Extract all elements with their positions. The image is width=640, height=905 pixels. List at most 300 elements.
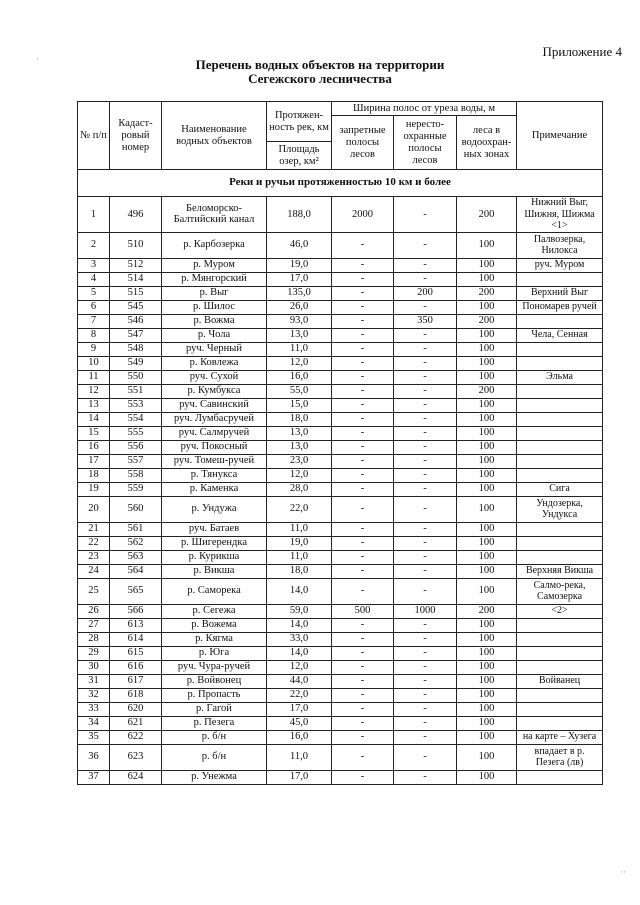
row-cadastral: 623 <box>110 744 162 770</box>
row-note <box>517 412 603 426</box>
row-forbidden: - <box>332 440 394 454</box>
row-num: 9 <box>78 342 110 356</box>
row-num: 24 <box>78 564 110 578</box>
row-length: 188,0 <box>267 197 332 233</box>
row-name: р. Чола <box>162 328 267 342</box>
row-length: 18,0 <box>267 564 332 578</box>
header-num: № п/п <box>78 102 110 170</box>
table-row <box>78 412 603 426</box>
row-cadastral: 620 <box>110 702 162 716</box>
row-length: 44,0 <box>267 674 332 688</box>
row-note <box>517 688 603 702</box>
row-forbidden: - <box>332 328 394 342</box>
table-row <box>78 197 603 233</box>
row-cadastral: 622 <box>110 730 162 744</box>
row-num: 16 <box>78 440 110 454</box>
row-protection: 100 <box>457 356 517 370</box>
row-forbidden: - <box>332 564 394 578</box>
row-length: 22,0 <box>267 496 332 522</box>
row-note <box>517 426 603 440</box>
row-forbidden: - <box>332 314 394 328</box>
row-name: р. Карбозерка <box>162 232 267 258</box>
row-protection: 100 <box>457 744 517 770</box>
row-forbidden: - <box>332 674 394 688</box>
row-spawning: - <box>394 564 457 578</box>
table-row <box>78 356 603 370</box>
row-spawning: - <box>394 578 457 604</box>
table-row <box>78 314 603 328</box>
row-note <box>517 314 603 328</box>
table-row <box>78 426 603 440</box>
row-spawning: - <box>394 688 457 702</box>
row-name: р. Сегежа <box>162 604 267 618</box>
row-length: 16,0 <box>267 730 332 744</box>
row-length: 13,0 <box>267 426 332 440</box>
row-name: руч. Батаев <box>162 522 267 536</box>
row-name: р. б/н <box>162 744 267 770</box>
table-row <box>78 632 603 646</box>
row-note <box>517 702 603 716</box>
row-spawning: - <box>394 674 457 688</box>
table-row <box>78 522 603 536</box>
table-row <box>78 384 603 398</box>
row-forbidden: - <box>332 716 394 730</box>
row-spawning: - <box>394 770 457 784</box>
row-note <box>517 272 603 286</box>
row-note <box>517 660 603 674</box>
row-protection: 100 <box>457 440 517 454</box>
row-spawning: - <box>394 550 457 564</box>
row-protection: 100 <box>457 702 517 716</box>
row-cadastral: 496 <box>110 197 162 233</box>
row-forbidden: - <box>332 688 394 702</box>
row-cadastral: 551 <box>110 384 162 398</box>
row-spawning: - <box>394 328 457 342</box>
row-note: Пономарев ручей <box>517 300 603 314</box>
row-length: 28,0 <box>267 482 332 496</box>
row-cadastral: 618 <box>110 688 162 702</box>
row-cadastral: 547 <box>110 328 162 342</box>
row-forbidden: 500 <box>332 604 394 618</box>
table-row <box>78 688 603 702</box>
row-note: Верхняя Викша <box>517 564 603 578</box>
row-protection: 200 <box>457 314 517 328</box>
row-protection: 100 <box>457 646 517 660</box>
table-row <box>78 300 603 314</box>
row-length: 26,0 <box>267 300 332 314</box>
row-length: 19,0 <box>267 258 332 272</box>
row-spawning: - <box>394 398 457 412</box>
row-name: р. Вожма <box>162 314 267 328</box>
row-name: р. Муром <box>162 258 267 272</box>
header-note: Примечание <box>517 102 603 170</box>
row-forbidden: - <box>332 286 394 300</box>
row-name: р. Мянгорский <box>162 272 267 286</box>
row-cadastral: 554 <box>110 412 162 426</box>
table-row <box>78 342 603 356</box>
row-forbidden: - <box>332 550 394 564</box>
header-forbidden: запретные полосы лесов <box>332 116 394 170</box>
row-protection: 100 <box>457 660 517 674</box>
row-note: Войванец <box>517 674 603 688</box>
header-length: Протяжен-ность рек, км <box>267 102 332 142</box>
row-forbidden: - <box>332 496 394 522</box>
table-row <box>78 272 603 286</box>
row-forbidden: - <box>332 412 394 426</box>
row-name: р. Ундужа <box>162 496 267 522</box>
row-name: р. Гагой <box>162 702 267 716</box>
row-num: 22 <box>78 536 110 550</box>
row-num: 26 <box>78 604 110 618</box>
header-cadastral: Кадаст-ровый номер <box>110 102 162 170</box>
row-protection: 200 <box>457 286 517 300</box>
row-spawning: - <box>394 496 457 522</box>
row-num: 33 <box>78 702 110 716</box>
header-name: Наименование водных объектов <box>162 102 267 170</box>
row-cadastral: 615 <box>110 646 162 660</box>
row-protection: 100 <box>457 688 517 702</box>
row-note: Эльма <box>517 370 603 384</box>
row-spawning: - <box>394 646 457 660</box>
table-row <box>78 550 603 564</box>
row-name: руч. Чура-ручей <box>162 660 267 674</box>
row-name: р. Саморека <box>162 578 267 604</box>
row-spawning: - <box>394 300 457 314</box>
row-protection: 100 <box>457 536 517 550</box>
header-area: Площадь озер, км² <box>267 142 332 170</box>
row-spawning: - <box>394 412 457 426</box>
row-spawning: - <box>394 660 457 674</box>
row-num: 19 <box>78 482 110 496</box>
table-row <box>78 328 603 342</box>
row-length: 46,0 <box>267 232 332 258</box>
row-length: 14,0 <box>267 646 332 660</box>
row-cadastral: 555 <box>110 426 162 440</box>
row-protection: 100 <box>457 426 517 440</box>
row-forbidden: - <box>332 232 394 258</box>
row-protection: 100 <box>457 412 517 426</box>
row-name: р. Пезега <box>162 716 267 730</box>
row-length: 135,0 <box>267 286 332 300</box>
appendix-label: Приложение 4 <box>542 44 622 59</box>
row-spawning: - <box>394 468 457 482</box>
row-spawning: - <box>394 730 457 744</box>
row-name: р. Курикша <box>162 550 267 564</box>
row-protection: 100 <box>457 258 517 272</box>
row-forbidden: - <box>332 770 394 784</box>
row-num: 1 <box>78 197 110 233</box>
row-num: 35 <box>78 730 110 744</box>
table-row <box>78 440 603 454</box>
row-forbidden: - <box>332 730 394 744</box>
row-cadastral: 550 <box>110 370 162 384</box>
row-spawning: - <box>394 197 457 233</box>
row-forbidden: - <box>332 744 394 770</box>
row-name: руч. Салмручей <box>162 426 267 440</box>
row-note: <2> <box>517 604 603 618</box>
row-note <box>517 550 603 564</box>
row-length: 17,0 <box>267 770 332 784</box>
row-spawning: 200 <box>394 286 457 300</box>
row-forbidden: - <box>332 384 394 398</box>
row-num: 8 <box>78 328 110 342</box>
row-spawning: - <box>394 356 457 370</box>
row-note <box>517 632 603 646</box>
table-row <box>78 564 603 578</box>
row-protection: 100 <box>457 454 517 468</box>
water-objects-table <box>77 101 603 785</box>
row-spawning: - <box>394 632 457 646</box>
row-forbidden: - <box>332 578 394 604</box>
row-note <box>517 384 603 398</box>
row-length: 15,0 <box>267 398 332 412</box>
row-length: 14,0 <box>267 618 332 632</box>
row-note: Верхний Выг <box>517 286 603 300</box>
row-num: 6 <box>78 300 110 314</box>
header-spawning: нересто-охранные полосы лесов <box>394 116 457 170</box>
row-forbidden: - <box>332 522 394 536</box>
row-length: 17,0 <box>267 702 332 716</box>
row-forbidden: - <box>332 646 394 660</box>
row-note <box>517 536 603 550</box>
row-num: 15 <box>78 426 110 440</box>
row-cadastral: 617 <box>110 674 162 688</box>
row-spawning: - <box>394 370 457 384</box>
row-cadastral: 565 <box>110 578 162 604</box>
table-row <box>78 604 603 618</box>
table-row <box>78 496 603 522</box>
row-forbidden: - <box>332 660 394 674</box>
table-row <box>78 674 603 688</box>
row-name: руч. Савинский <box>162 398 267 412</box>
row-name: р. Ковлежа <box>162 356 267 370</box>
table-row <box>78 482 603 496</box>
row-spawning: - <box>394 618 457 632</box>
row-length: 13,0 <box>267 328 332 342</box>
row-num: 4 <box>78 272 110 286</box>
row-num: 2 <box>78 232 110 258</box>
row-cadastral: 566 <box>110 604 162 618</box>
row-forbidden: - <box>332 272 394 286</box>
row-length: 33,0 <box>267 632 332 646</box>
row-spawning: - <box>394 272 457 286</box>
row-cadastral: 510 <box>110 232 162 258</box>
row-spawning: 350 <box>394 314 457 328</box>
row-spawning: - <box>394 744 457 770</box>
row-protection: 100 <box>457 770 517 784</box>
row-name: р. Юга <box>162 646 267 660</box>
row-note: Сига <box>517 482 603 496</box>
row-spawning: - <box>394 232 457 258</box>
row-spawning: - <box>394 384 457 398</box>
table-row <box>78 716 603 730</box>
row-length: 59,0 <box>267 604 332 618</box>
row-forbidden: - <box>332 426 394 440</box>
row-forbidden: - <box>332 468 394 482</box>
row-protection: 100 <box>457 730 517 744</box>
row-num: 21 <box>78 522 110 536</box>
row-cadastral: 564 <box>110 564 162 578</box>
row-length: 17,0 <box>267 272 332 286</box>
row-note <box>517 356 603 370</box>
row-cadastral: 613 <box>110 618 162 632</box>
row-name: Беломорско-Балтийский канал <box>162 197 267 233</box>
row-num: 5 <box>78 286 110 300</box>
row-spawning: - <box>394 454 457 468</box>
row-length: 45,0 <box>267 716 332 730</box>
row-note: Ундозерка, Ундукса <box>517 496 603 522</box>
row-protection: 100 <box>457 232 517 258</box>
row-protection: 100 <box>457 564 517 578</box>
row-num: 25 <box>78 578 110 604</box>
row-protection: 100 <box>457 328 517 342</box>
row-protection: 100 <box>457 342 517 356</box>
row-note <box>517 522 603 536</box>
row-name: руч. Покосный <box>162 440 267 454</box>
row-cadastral: 515 <box>110 286 162 300</box>
row-cadastral: 557 <box>110 454 162 468</box>
row-cadastral: 621 <box>110 716 162 730</box>
row-cadastral: 560 <box>110 496 162 522</box>
row-length: 11,0 <box>267 550 332 564</box>
row-protection: 100 <box>457 716 517 730</box>
row-forbidden: - <box>332 258 394 272</box>
row-forbidden: - <box>332 536 394 550</box>
row-protection: 200 <box>457 604 517 618</box>
table-row <box>78 770 603 784</box>
row-spawning: 1000 <box>394 604 457 618</box>
row-length: 11,0 <box>267 744 332 770</box>
row-protection: 100 <box>457 632 517 646</box>
row-name: р. Викша <box>162 564 267 578</box>
row-num: 3 <box>78 258 110 272</box>
row-name: р. Войвонец <box>162 674 267 688</box>
row-cadastral: 559 <box>110 482 162 496</box>
row-cadastral: 624 <box>110 770 162 784</box>
table-row <box>78 232 603 258</box>
header-width-group: Ширина полос от уреза воды, м <box>332 102 517 116</box>
row-cadastral: 548 <box>110 342 162 356</box>
table-row <box>78 660 603 674</box>
row-num: 36 <box>78 744 110 770</box>
row-protection: 100 <box>457 522 517 536</box>
row-cadastral: 553 <box>110 398 162 412</box>
row-protection: 100 <box>457 618 517 632</box>
row-note <box>517 716 603 730</box>
row-num: 11 <box>78 370 110 384</box>
row-num: 30 <box>78 660 110 674</box>
row-name: р. Кягма <box>162 632 267 646</box>
row-note <box>517 618 603 632</box>
row-num: 32 <box>78 688 110 702</box>
row-note: впадает в р. Пезега (лв) <box>517 744 603 770</box>
row-note <box>517 468 603 482</box>
row-name: р. Пропасть <box>162 688 267 702</box>
row-cadastral: 556 <box>110 440 162 454</box>
row-num: 37 <box>78 770 110 784</box>
row-name: р. Выг <box>162 286 267 300</box>
row-spawning: - <box>394 440 457 454</box>
row-name: руч. Лумбасручей <box>162 412 267 426</box>
row-forbidden: - <box>332 300 394 314</box>
row-note <box>517 646 603 660</box>
row-cadastral: 512 <box>110 258 162 272</box>
row-note: Палвозерка, Нилокса <box>517 232 603 258</box>
table-row <box>78 258 603 272</box>
row-length: 55,0 <box>267 384 332 398</box>
row-num: 20 <box>78 496 110 522</box>
row-forbidden: - <box>332 356 394 370</box>
row-num: 28 <box>78 632 110 646</box>
table-row <box>78 578 603 604</box>
row-name: р. б/н <box>162 730 267 744</box>
row-cadastral: 545 <box>110 300 162 314</box>
table-row <box>78 646 603 660</box>
row-length: 14,0 <box>267 578 332 604</box>
row-cadastral: 558 <box>110 468 162 482</box>
row-length: 11,0 <box>267 342 332 356</box>
row-num: 17 <box>78 454 110 468</box>
row-name: р. Вожема <box>162 618 267 632</box>
row-name: руч. Сухой <box>162 370 267 384</box>
row-name: р. Шилос <box>162 300 267 314</box>
row-name: р. Кумбукса <box>162 384 267 398</box>
row-name: р. Шигерендка <box>162 536 267 550</box>
title-line-2: Сегежского лесничества <box>248 71 392 86</box>
row-note <box>517 454 603 468</box>
row-forbidden: - <box>332 398 394 412</box>
row-num: 27 <box>78 618 110 632</box>
row-num: 10 <box>78 356 110 370</box>
row-length: 13,0 <box>267 440 332 454</box>
row-protection: 100 <box>457 550 517 564</box>
table-row <box>78 744 603 770</box>
table-row <box>78 730 603 744</box>
row-num: 18 <box>78 468 110 482</box>
row-spawning: - <box>394 258 457 272</box>
table-row <box>78 454 603 468</box>
row-note: Нижний Выг, Шижня, Шижма <1> <box>517 197 603 233</box>
row-protection: 200 <box>457 384 517 398</box>
table-row <box>78 370 603 384</box>
header-protection: леса в водоохран-ных зонах <box>457 116 517 170</box>
row-note: на карте – Хузега <box>517 730 603 744</box>
row-protection: 100 <box>457 578 517 604</box>
row-num: 23 <box>78 550 110 564</box>
row-protection: 100 <box>457 496 517 522</box>
row-spawning: - <box>394 702 457 716</box>
row-cadastral: 549 <box>110 356 162 370</box>
row-num: 12 <box>78 384 110 398</box>
row-num: 14 <box>78 412 110 426</box>
row-note: Чела, Сенная <box>517 328 603 342</box>
row-cadastral: 561 <box>110 522 162 536</box>
row-note <box>517 342 603 356</box>
row-spawning: - <box>394 716 457 730</box>
row-name: руч. Черный <box>162 342 267 356</box>
row-num: 31 <box>78 674 110 688</box>
row-forbidden: - <box>332 482 394 496</box>
row-spawning: - <box>394 482 457 496</box>
row-length: 11,0 <box>267 522 332 536</box>
document-title <box>0 58 640 86</box>
row-length: 12,0 <box>267 468 332 482</box>
row-protection: 100 <box>457 674 517 688</box>
row-spawning: - <box>394 522 457 536</box>
row-cadastral: 546 <box>110 314 162 328</box>
row-cadastral: 563 <box>110 550 162 564</box>
row-length: 12,0 <box>267 356 332 370</box>
